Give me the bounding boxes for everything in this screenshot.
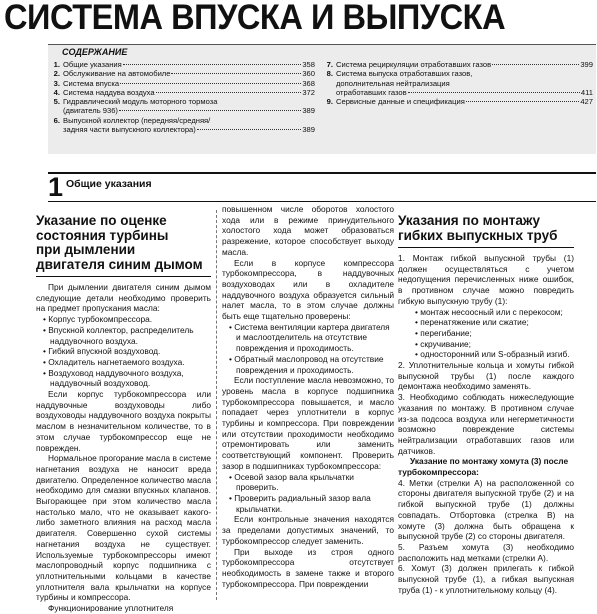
toc-leader-dots bbox=[119, 110, 301, 111]
toc-entry-number: 9. bbox=[326, 97, 333, 107]
toc-entry bbox=[50, 88, 315, 97]
toc-entry-text: Сервисные данные и спецификация bbox=[336, 97, 465, 107]
page-title: СИСТЕМА ВПУСКА И ВЫПУСКА bbox=[4, 0, 506, 37]
numbered-item: 4. Метки (стрелки А) на расположенной со стороны двигателя выпускной трубе (2) и на гибкой выпускной трубе (1) должны совпадать. Отбортовка (стрелка B) на хомуте (3) должна быть обращена к выпускной трубе (2) со стороны двигателя. bbox=[398, 477, 574, 542]
toc-entry bbox=[50, 97, 315, 116]
toc-entry-text: отработавших газов bbox=[336, 87, 407, 97]
numbered-item: 1. Монтаж гибкой выпускной трубы (1) должен осуществляться с учетом недопущения перечисленных ниже ошибок, в противном случае можно повредить гибкую выпускную трубу (1): bbox=[398, 253, 574, 306]
toc-entry bbox=[50, 79, 315, 88]
list-item: • монтаж несоосный или с перекосом; bbox=[415, 306, 563, 317]
column-divider bbox=[216, 210, 217, 600]
toc-entry-number: 4. bbox=[53, 87, 60, 97]
list-item: • Гибкий впускной воздуховод. bbox=[43, 346, 161, 357]
toc-entry-text: Система впуска bbox=[63, 78, 120, 88]
col3-heading: Указания по монтажу гибких выпускных труб bbox=[398, 213, 558, 243]
toc-entry-text: Система выпуска отработавших газов, bbox=[336, 69, 473, 79]
toc-leader-dots bbox=[492, 64, 579, 65]
paragraph: Если поступление масла невозможно, то уровень масла в корпусе подшипника турбокомпрессора повышается, и масло попадает через уплотнители в корпус турбины и компрессора. При повреждении или отсутствии проходимости необходимо отремонтировать или заменить соответствующий компонент. Проверить зазор в подшипниках турбокомпрессора: bbox=[222, 375, 394, 471]
paragraph: Если в корпусе компрессора турбокомпрессора, в наддувочных воздуховодах или в охладителе наддувочного воздуха образуется сильный налет масла, то в этом случае должны быть еще тщательно проверены: bbox=[222, 257, 394, 322]
toc-page-number: 372 bbox=[302, 87, 315, 97]
section-number: 1 bbox=[48, 172, 64, 202]
toc-page-number: 389 bbox=[302, 125, 315, 135]
heading-rule bbox=[398, 247, 574, 248]
toc-entry bbox=[50, 60, 315, 69]
toc-page-number: 399 bbox=[580, 60, 593, 69]
toc-entry-text: Обслуживание на автомобиле bbox=[63, 69, 171, 79]
toc-right-column bbox=[323, 60, 593, 106]
toc-page-number: 389 bbox=[302, 106, 315, 116]
paragraph: Функционирование уплотнителя bbox=[48, 603, 174, 614]
numbered-item: 6. Хомут (3) должен прилегать к гибкой выпускной трубе (1), а гибкая выпускная труба (1) - к уплотнительному кольцу (4). bbox=[398, 563, 574, 595]
column-3 bbox=[398, 214, 574, 596]
toc-leader-dots bbox=[120, 83, 301, 84]
toc-entry-text: Гидравлический модуль моторного тормоза bbox=[63, 97, 218, 107]
table-of-contents bbox=[48, 44, 596, 154]
toc-leader-dots bbox=[408, 92, 580, 93]
toc-entry-text: Выпускной коллектор (передняя/средняя/ bbox=[63, 115, 211, 125]
toc-entry bbox=[323, 60, 593, 69]
numbered-item: 3. Необходимо соблюдать нижеследующие указания по монтажу. В противном случае из-за подсоса воздуха или негерметичности возможно повреждение системы нейтрализации отработавших газов или датчиков. bbox=[398, 392, 574, 456]
toc-page-number: 360 bbox=[302, 69, 315, 79]
list-item: • Обратный маслопровод на отсутствие повреждения и проходимость. bbox=[229, 353, 384, 375]
toc-entry-number: 8. bbox=[326, 69, 333, 79]
toc-entry bbox=[50, 69, 315, 78]
toc-leader-dots bbox=[466, 101, 580, 102]
col1-heading: Указание по оценке состояния турбины при дымлении двигателя синим дымом bbox=[36, 213, 203, 272]
list-item: • перенатяжение или сжатие; bbox=[415, 317, 529, 328]
paragraph: При дымлении двигателя синим дымом следующие детали необходимо проверить на предмет пропускания масла: bbox=[36, 282, 211, 314]
toc-entry-text: Система рециркуляции отработавших газов bbox=[336, 60, 492, 69]
paragraph: При выходе из строя одного турбокомпрессора отсутствует необходимость в замене также и второго турбокомпрессора. При повреждении bbox=[222, 546, 394, 589]
toc-entry-number: 3. bbox=[53, 78, 60, 88]
toc-entry bbox=[323, 69, 593, 97]
numbered-item: 5. Разъем хомута (3) необходимо расположить над метками (стрелки А). bbox=[398, 541, 574, 563]
toc-entry-text: Общие указания bbox=[63, 60, 122, 69]
column-1 bbox=[36, 214, 211, 614]
toc-entry bbox=[50, 116, 315, 135]
toc-entry-text: (двигатель 936) bbox=[63, 106, 118, 116]
numbered-item: 2. Уплотнительные кольца и хомуты гибкой выпускной трубы (1) после каждого демонтажа необходимо заменять. bbox=[398, 360, 574, 392]
list-item: • Охладитель нагнетаемого воздуха. bbox=[43, 356, 185, 367]
toc-heading: СОДЕРЖАНИЕ bbox=[62, 47, 128, 57]
list-item: • скручивание; bbox=[415, 338, 471, 349]
paragraph: повышенном числе оборотов холостого хода или в режиме принудительного холостого хода может образоваться разрежение, которое способствует выходу масла. bbox=[222, 204, 394, 257]
list-item: • Система вентиляции картера двигателя и маслоотделитель на отсутствие повреждения и проходимость. bbox=[229, 321, 390, 354]
list-item: • Осевой зазор вала крыльчатки проверить. bbox=[229, 471, 354, 493]
toc-entry-number: 7. bbox=[326, 60, 333, 69]
toc-left-column bbox=[50, 60, 315, 134]
list-item: • односторонний или S-образный изгиб. bbox=[415, 349, 570, 360]
toc-leader-dots bbox=[156, 92, 302, 93]
column-2 bbox=[222, 204, 394, 589]
heading-rule bbox=[36, 276, 211, 277]
paragraph: Нормальное прогорание масла в системе нагнетания воздуха не наносит вреда двигателю. Определенное количество масла необходимо для смазки впускных клапанов. Выгорающее при этом количество масла настолько мало, что не оказывает какого-либо заметного влияния на расход масла двигателя. Совершенно сухой системы нагнетания воздуха не существует. Используемые турбокомпрессоры имеют маслопроводный корпус подшипника с уплотнительными кольцами в качестве уплотнителя вала крыльчатки на корпусе турбины и компрессора. bbox=[36, 453, 211, 603]
list-item: • Корпус турбокомпрессора. bbox=[43, 314, 153, 325]
toc-entry-text: задняя части выпускного коллектора) bbox=[63, 125, 196, 135]
toc-leader-dots bbox=[171, 73, 301, 74]
toc-leader-dots bbox=[197, 129, 302, 130]
section-header bbox=[48, 172, 596, 202]
toc-page-number: 427 bbox=[580, 97, 593, 107]
toc-entry bbox=[323, 97, 593, 106]
list-item: • Воздуховод наддувочного воздуха, наддувочный воздуховод. bbox=[43, 367, 184, 389]
paragraph: Если корпус турбокомпрессора или наддувочные воздуховоды либо воздуховоды наддувочного воздуха покрыты маслом в незначительном количестве, то в этом случае турбокомпрессор еще не поврежден. bbox=[36, 389, 211, 453]
toc-leader-dots bbox=[123, 64, 302, 65]
paragraph: Если контрольные значения находятся за пределами допустимых значений, то турбокомпрессор следует заменить. bbox=[222, 514, 394, 546]
list-item: • перегибание; bbox=[415, 327, 472, 338]
toc-entry-number: 1. bbox=[53, 60, 60, 69]
toc-page-number: 358 bbox=[302, 60, 315, 69]
toc-entry-text: дополнительная нейтрализация bbox=[336, 78, 450, 88]
section-title: Общие указания bbox=[66, 178, 152, 190]
toc-page-number: 368 bbox=[302, 78, 315, 88]
toc-entry-number: 6. bbox=[53, 115, 60, 125]
toc-page-number: 411 bbox=[580, 87, 593, 97]
list-item: • Проверить радиальный зазор вала крыльчатки. bbox=[229, 492, 371, 514]
toc-entry-number: 2. bbox=[53, 69, 60, 79]
subheading: Указание по монтажу хомута (3) после турбокомпрессора: bbox=[398, 456, 569, 478]
toc-entry-number: 5. bbox=[53, 97, 60, 107]
toc-entry-text: Система наддува воздуха bbox=[63, 87, 155, 97]
list-item: • Впускной коллектор, распределитель наддувочного воздуха. bbox=[43, 324, 194, 346]
